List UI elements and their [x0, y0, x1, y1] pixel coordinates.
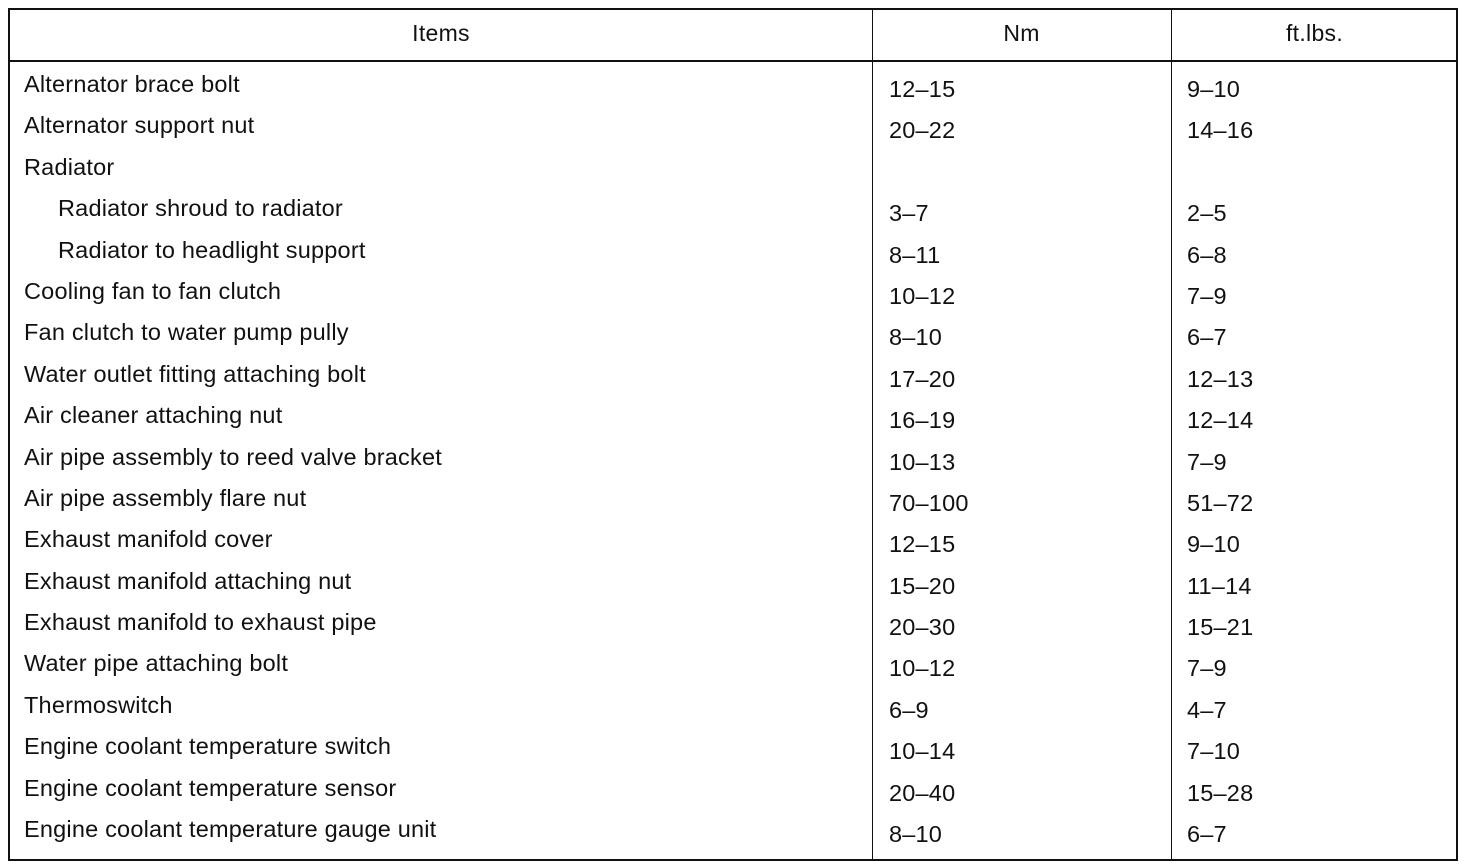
torque-ftlbs: 6–7: [1187, 324, 1227, 351]
torque-nm: 20–30: [889, 614, 956, 641]
item-name: Water outlet fitting attaching bolt: [24, 360, 366, 387]
table-row: [10, 359, 1456, 400]
item-name: Thermoswitch: [24, 691, 173, 718]
table-row: [10, 566, 1456, 607]
item-name: Engine coolant temperature switch: [24, 733, 392, 760]
torque-nm: 10–14: [889, 738, 956, 765]
table-row: [10, 110, 1456, 151]
torque-ftlbs: 7–9: [1187, 448, 1227, 475]
table-row: [10, 648, 1456, 689]
table-row: [10, 607, 1456, 648]
item-name: Engine coolant temperature gauge unit: [24, 816, 437, 843]
item-name: Alternator support nut: [24, 112, 255, 139]
item-name: Air pipe assembly to reed valve bracket: [24, 443, 442, 470]
header-items: Items: [412, 20, 470, 46]
table-row: [10, 773, 1456, 814]
table-row: [10, 235, 1456, 276]
torque-nm: 15–20: [889, 572, 956, 599]
item-name: Radiator to headlight support: [58, 236, 366, 263]
item-name: Exhaust manifold to exhaust pipe: [24, 609, 377, 636]
torque-ftlbs: 51–72: [1187, 489, 1254, 516]
torque-ftlbs: 7–10: [1187, 738, 1241, 765]
item-name: Alternator brace bolt: [24, 71, 240, 97]
torque-ftlbs: 12–13: [1187, 365, 1254, 392]
table-row: [10, 731, 1456, 772]
table-header: [10, 10, 1456, 62]
table-row: [10, 690, 1456, 731]
item-name: Water pipe attaching bolt: [24, 650, 289, 677]
table-body: [10, 69, 1456, 855]
item-name: Cooling fan to fan clutch: [24, 277, 282, 304]
torque-nm: 6–9: [889, 696, 929, 723]
table-row: [10, 193, 1456, 234]
torque-ftlbs: 4–7: [1187, 696, 1227, 723]
torque-nm: 12–15: [889, 76, 956, 102]
torque-nm: 8–11: [889, 241, 941, 268]
torque-nm: 20–40: [889, 779, 956, 806]
torque-spec-table: [8, 8, 1458, 861]
torque-ftlbs: 6–8: [1187, 241, 1227, 268]
table-row: [10, 814, 1456, 855]
item-name: Engine coolant temperature sensor: [24, 774, 397, 801]
torque-nm: 10–13: [889, 448, 956, 475]
torque-nm: 3–7: [889, 200, 929, 227]
torque-ftlbs: 15–21: [1187, 614, 1254, 641]
torque-ftlbs: 9–10: [1187, 76, 1241, 102]
torque-ftlbs: 14–16: [1187, 117, 1254, 144]
table-row: [10, 69, 1456, 110]
header-nm: Nm: [1003, 20, 1040, 46]
torque-ftlbs: 2–5: [1187, 200, 1227, 227]
torque-nm: 8–10: [889, 324, 943, 351]
item-name: Fan clutch to water pump pully: [24, 319, 349, 346]
table-row: [10, 524, 1456, 565]
table-row: [10, 276, 1456, 317]
torque-ftlbs: 11–14: [1187, 572, 1252, 599]
torque-ftlbs: 12–14: [1187, 407, 1254, 434]
torque-nm: 8–10: [889, 821, 943, 848]
torque-ftlbs: 7–9: [1187, 655, 1227, 682]
item-name: Radiator: [24, 153, 115, 180]
torque-nm: 10–12: [889, 282, 956, 309]
item-name: Air pipe assembly flare nut: [24, 484, 307, 511]
table-row: [10, 152, 1456, 193]
table-row: [10, 442, 1456, 483]
item-name: Air cleaner attaching nut: [24, 402, 283, 429]
torque-ftlbs: 9–10: [1187, 531, 1241, 558]
torque-nm: 12–15: [889, 531, 956, 558]
item-name: Radiator shroud to radiator: [58, 195, 343, 222]
header-ftlbs: ft.lbs.: [1285, 20, 1344, 46]
table-row: [10, 400, 1456, 441]
torque-ftlbs: 7–9: [1187, 282, 1227, 309]
torque-ftlbs: 15–28: [1187, 779, 1254, 806]
torque-nm: 16–19: [889, 407, 956, 434]
torque-nm: 10–12: [889, 655, 956, 682]
item-name: Exhaust manifold attaching nut: [24, 567, 352, 594]
torque-nm: 20–22: [889, 117, 956, 144]
table-row: [10, 317, 1456, 358]
torque-nm: 17–20: [889, 365, 956, 392]
torque-ftlbs: 6–7: [1187, 821, 1227, 848]
torque-nm: 70–100: [889, 489, 969, 516]
table-row: [10, 483, 1456, 524]
item-name: Exhaust manifold cover: [24, 526, 273, 553]
